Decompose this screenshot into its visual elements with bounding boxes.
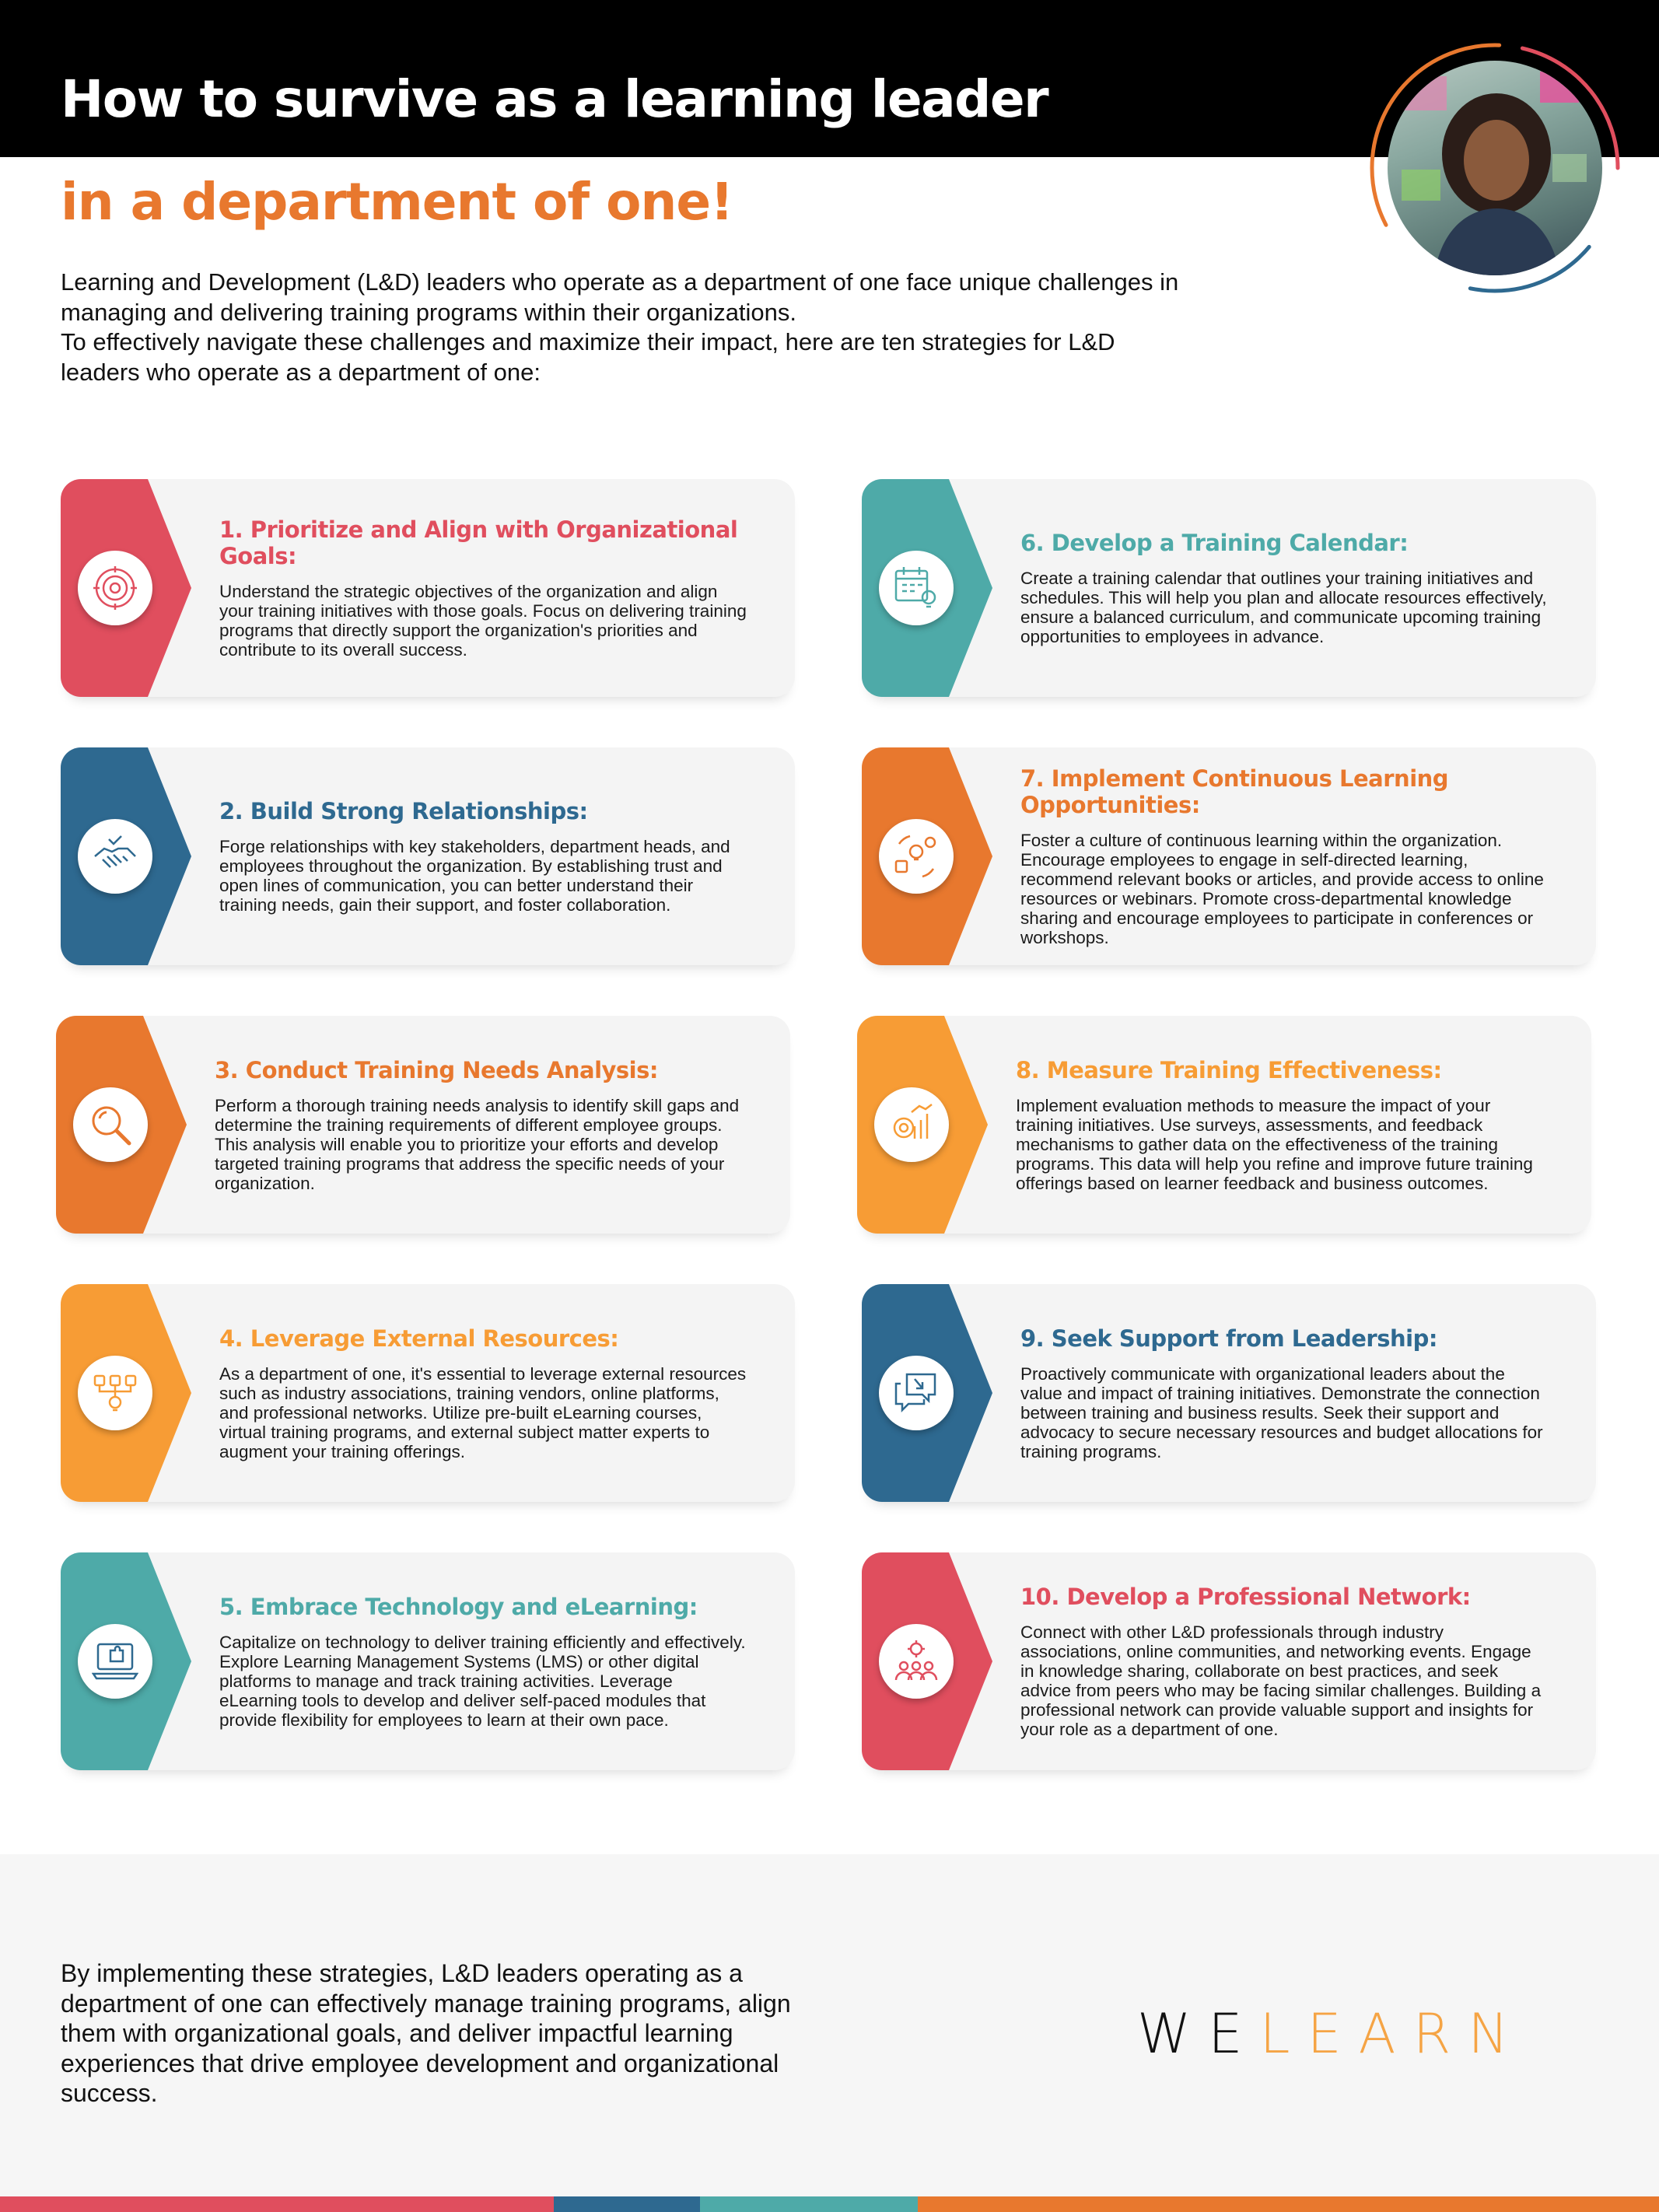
strategy-title: 7. Implement Continuous Learning Opportunities: [1020,765,1449,818]
logo-learn: LEARN [1259,2002,1526,2066]
strategy-title: 6. Develop a Training Calendar: [1020,530,1409,556]
strategy-description: Capitalize on technology to deliver training efficiently and effectively. Explore Learning Management Systems (LMS) or other digital platforms to manage and track training activities. Leverage eLearning tools to develop and deliver self-paced modules that provide flexibility for employees to learn at their own pace. [219,1632,746,1730]
calendar-icon [879,551,954,625]
intro-text [61,268,1188,387]
magnifier-icon [73,1087,148,1162]
strategy-card-7 [862,747,1596,965]
intro-paragraph-1: Learning and Development (L&D) leaders who operate as a department of one face unique challenges in managing and delivering training programs within their organizations. [61,268,1179,326]
strategy-title: 4. Leverage External Resources: [219,1325,619,1352]
page-title: How to survive as a learning leader [61,69,1048,129]
welearn-logo [1137,2002,1526,2066]
strategy-title: 3. Conduct Training Needs Analysis: [215,1056,658,1083]
learning-cycle-icon [879,819,954,894]
strategy-description: Proactively communicate with organizational leaders about the value and impact of training initiatives. Demonstrate the connection between training and business results. Seek their support and advocacy to secure necessary resources and budget allocations for training programs. [1020,1363,1543,1461]
strategy-card-3 [56,1016,790,1234]
network-bulb-icon [78,1356,152,1430]
handshake-icon [78,819,152,894]
team-gear-icon [879,1624,954,1699]
strategy-description: Forge relationships with key stakeholders, department heads, and employees throughout the organization. By establishing trust and open lines of communication, you can better understand their training needs, gain their support, and foster collaboration. [219,837,730,915]
page-subtitle: in a department of one! [61,172,733,232]
strategy-card-10 [862,1552,1596,1770]
strategy-card-5 [61,1552,795,1770]
strategy-description: Connect with other L&D professionals through industry associations, online communities, and networking events. Engage in knowledge sharing, collaborate on best practices, and seek advice from peers who may be facing similar challenges. Building a professional network can provide valuable support and insights for your role as a department of one. [1020,1622,1542,1739]
strategy-card-2 [61,747,795,965]
strategy-description: Perform a thorough training needs analysis to identify skill gaps and determine the training requirements of different employee groups. This analysis will enable you to prioritize your efforts and develop targeted training programs that address the specific needs of your organization. [215,1095,740,1193]
strategy-title: 5. Embrace Technology and eLearning: [219,1593,698,1620]
color-strip-orange [918,2196,1659,2212]
analytics-icon [874,1087,949,1162]
strategy-title: 10. Develop a Professional Network: [1020,1584,1471,1610]
color-strip-blue [554,2196,700,2212]
strategy-title: 2. Build Strong Relationships: [219,798,588,824]
target-icon [78,551,152,625]
strategy-title: 9. Seek Support from Leadership: [1020,1325,1437,1352]
strategy-description: Foster a culture of continuous learning within the organization. Encourage employees to engage in self-directed learning, recommend relevant books or articles, and provide access to online resources or webinars. Promote cross-departmental knowledge sharing and encourage employees to participate in conferences or workshops. [1020,831,1544,947]
strategy-description: Create a training calendar that outlines your training initiatives and schedules. This will help you plan and allocate resources effectively, ensure a balanced curriculum, and communicate upcoming training opportunities to employees in advance. [1020,569,1547,646]
woman-photo [1388,61,1602,275]
strategy-title: 8. Measure Training Effectiveness: [1016,1056,1442,1083]
laptop-puzzle-icon [78,1624,152,1699]
strategy-card-8 [857,1016,1591,1234]
strategy-card-4 [61,1284,795,1502]
strategy-card-6 [862,479,1596,697]
color-strip-red [0,2196,554,2212]
strategy-description: Understand the strategic objectives of the organization and align your training initiatives with those goals. Focus on delivering training programs that directly support the organization's priorities and contribute to its overall success. [219,582,747,660]
conclusion-text: By implementing these strategies, L&D leaders operating as a department of one can effectively manage training programs, align them with organizational goals, and deliver impactful learning experiences that drive employee development and organizational success. [61,1959,791,2107]
color-strip-teal [700,2196,918,2212]
profile-photo [1366,36,1638,300]
strategy-card-9 [862,1284,1596,1502]
strategy-card-1 [61,479,795,697]
intro-paragraph-2: To effectively navigate these challenges and maximize their impact, here are ten strategies for L&D leaders who operate as a department of one: [61,328,1115,386]
strategy-title: 1. Prioritize and Align with Organizational Goals: [219,516,738,569]
chat-icon [879,1356,954,1430]
strategy-description: Implement evaluation methods to measure the impact of your training initiatives. Use surveys, assessments, and feedback mechanisms to gather data on the effectiveness of the training programs. This data will help you refine and improve future training offerings based on learner feedback and business outcomes. [1016,1095,1533,1193]
strategy-description: As a department of one, it's essential to leverage external resources such as industry associations, training vendors, online platforms, and professional networks. Utilize pre-built eLearning courses, virtual training programs, and external subject matter experts to augment your training offerings. [219,1363,747,1461]
logo-we: WE [1137,2002,1260,2066]
